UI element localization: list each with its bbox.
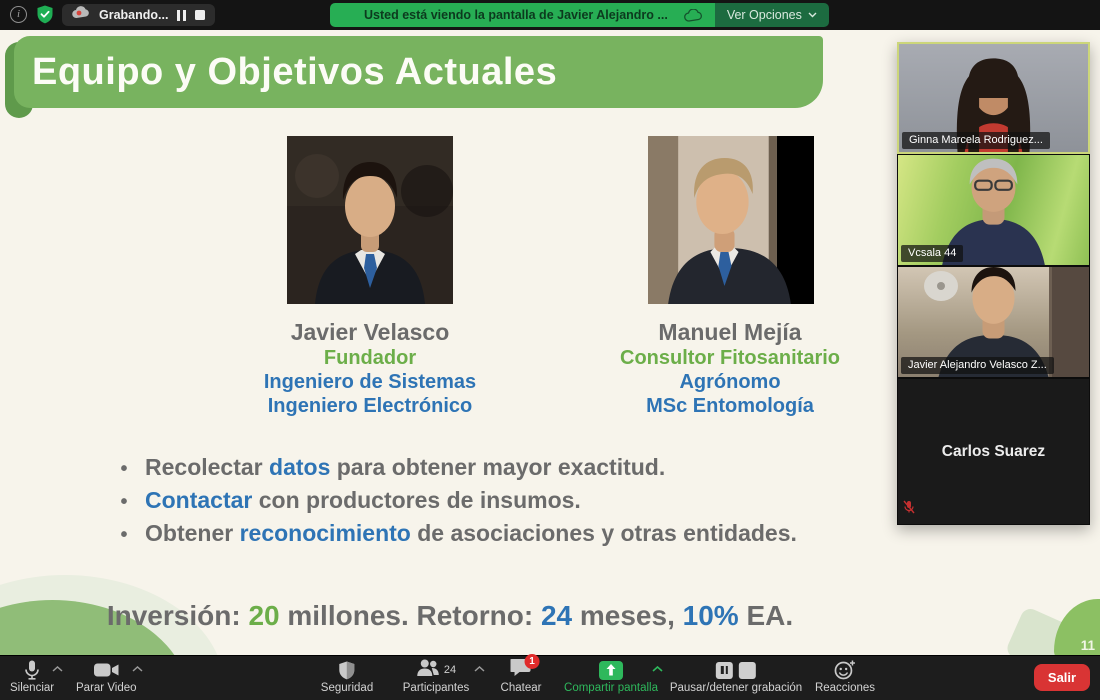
chat-label: Chatear [500,682,542,694]
security-label: Seguridad [320,682,374,694]
slide-page-number: 11 [1080,638,1095,653]
stop-video-label: Parar Video [76,682,137,694]
profile-text-javier [220,319,520,418]
share-screen-button[interactable] [564,659,658,694]
recording-indicator [62,4,215,26]
view-options-label: Ver Opciones [726,8,802,22]
video-tile-carlos[interactable] [897,378,1090,525]
investment-text: EA. [738,600,794,631]
encryption-shield-icon[interactable] [36,5,54,29]
stop-video-button[interactable] [76,659,137,694]
video-tile-javier[interactable] [897,266,1090,378]
participant-name-label: Ginna Marcela Rodriguez... [902,132,1050,149]
stop-recording-icon[interactable] [195,10,205,20]
participants-count: 24 [443,664,457,676]
reactions-button[interactable] [815,659,875,694]
bullet-icon: • [120,491,128,513]
profile-credential: MSc Entomología [646,395,814,417]
bullet-highlight: reconocimiento [239,520,411,546]
profile-text-manuel [580,319,880,418]
chat-unread-badge: 1 [524,654,539,669]
list-item [103,487,843,520]
meeting-toolbar [0,655,1100,700]
bullet-highlight: datos [269,454,331,480]
mute-label: Silenciar [10,682,55,694]
profile-name: Manuel Mejía [658,319,802,345]
investment-value: 24 [540,600,573,631]
list-item [103,454,843,487]
participants-button[interactable] [403,659,469,694]
stop-recording-icon[interactable] [739,662,756,679]
reactions-smiley-icon [834,659,856,681]
bullet-text: de asociaciones y otras entidades. [410,520,797,546]
share-options-chevron-icon[interactable] [652,666,663,672]
bullet-icon: • [120,458,128,480]
profile-photo-manuel [648,136,814,304]
profile-name: Javier Velasco [290,319,450,345]
security-button[interactable] [321,659,373,694]
pause-stop-recording-button[interactable] [670,659,802,694]
pause-recording-icon[interactable] [716,662,733,679]
investment-value: 10% [682,600,739,631]
share-cloud-icon [682,3,715,27]
reactions-label: Reacciones [814,682,876,694]
meeting-top-bar [0,0,1100,30]
share-screen-icon [599,661,623,680]
title-banner [14,36,823,108]
objectives-list [103,454,843,553]
profile-credential: Agrónomo [679,371,781,393]
profile-photo-javier [287,136,453,304]
profile-role: Fundador [323,347,417,369]
profile-role: Consultor Fitosanitario [620,347,840,369]
chevron-down-icon [808,12,817,18]
participant-name-label: Javier Alejandro Velasco Z... [901,357,1054,374]
profile-credential: Ingeniero de Sistemas [263,371,477,393]
leave-meeting-button[interactable]: Salir [1034,664,1090,691]
participants-icon [416,659,440,681]
video-options-chevron-icon[interactable] [132,666,143,672]
video-camera-icon [94,659,119,681]
bullet-text: Recolectar [145,454,270,480]
bullet-text: para obtener mayor exactitud. [330,454,666,480]
participants-label: Participantes [402,682,470,694]
investment-text: Inversión: [106,600,249,631]
investment-text: millones. Retorno: [279,600,541,631]
investment-value: 20 [248,600,280,631]
screen-share-banner [330,3,829,27]
recording-control-label: Pausar/detener grabación [669,682,803,694]
video-tile-ginna[interactable] [897,42,1090,154]
investment-summary [0,600,900,632]
participant-name-centered: Carlos Suarez [941,442,1046,460]
list-item [103,520,843,553]
share-screen-label: Compartir pantalla [564,682,658,694]
participants-options-chevron-icon[interactable] [474,666,485,672]
bullet-text: Obtener [145,520,240,546]
mute-button[interactable] [10,659,54,694]
video-tile-vcsala[interactable] [897,154,1090,266]
mic-options-chevron-icon[interactable] [52,666,63,672]
screen-share-message: Usted está viendo la pantalla de Javier Alejandro ... [330,3,682,27]
pause-recording-icon[interactable] [177,10,186,21]
bullet-highlight: Contactar [145,487,253,513]
bullet-icon: • [120,524,128,546]
investment-text: meses, [572,600,683,631]
profile-credential: Ingeniero Electrónico [267,395,473,417]
info-icon[interactable]: i [10,6,27,23]
participant-name-label: Vcsala 44 [901,245,963,262]
view-options-button[interactable] [715,3,829,27]
participant-video-panel [897,42,1090,525]
microphone-icon [23,659,41,681]
recording-cloud-icon [72,6,90,24]
bullet-text: con productores de insumos. [252,487,581,513]
chat-button[interactable] [500,656,542,694]
recording-label: Grabando... [99,8,169,22]
slide-title: Equipo y Objetivos Actuales [32,50,558,93]
muted-microphone-icon [903,500,915,519]
security-shield-icon [338,659,356,681]
